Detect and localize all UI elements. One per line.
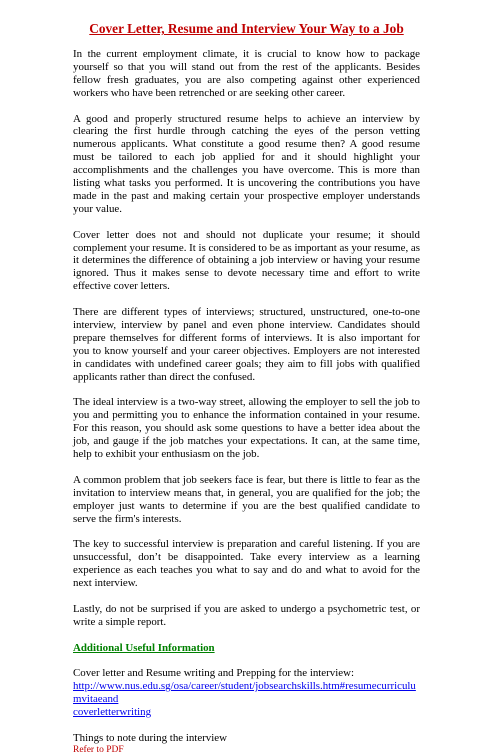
- paragraph-interview-types: There are different types of interviews; structured, unstructured, one-to-one interview, interview by panel and even phone interview. Candidates should prepare themselves for different forms of interviews. It is also important for you to know yourself and your career objectives. Employers are not interested in candidates with undefined career goals; they aim to fill jobs with qualified applicants rather than direct the confused.: [73, 306, 420, 383]
- paragraph-fear: A common problem that job seekers face is fear, but there is little to fear as the invitation to interview means that, in general, you are qualified for the job; the employer just wants to determine if you are the best qualified candidate to serve the firm's interests.: [73, 473, 420, 525]
- refer-to-pdf-note: Refer to PDF: [73, 744, 124, 755]
- document-title: Cover Letter, Resume and Interview Your Way to a Job: [89, 21, 404, 36]
- paragraph-cover-letter: Cover letter does not and should not duplicate your resume; it should complement your resume. It is considered to be as important as your resume, as it determines the difference of obtaining a job interview or having your resume ignored. Thus it makes sense to devote necessary time and effort to write effective cover letters.: [73, 228, 420, 293]
- resource-block: [73, 667, 420, 719]
- paragraph-intro: In the current employment climate, it is crucial to know how to package yourself so that you will stand out from the rest of the applicants. Besides fellow fresh graduates, you are also competing against other experienced workers who have been retrenched or are seeking other career.: [73, 48, 420, 99]
- additional-info-heading: Additional Useful Information: [73, 641, 215, 654]
- paragraph-resume: A good and properly structured resume helps to achieve an interview by clearing the first hurdle through catching the eyes of the person vetting numerous applicants. What constitute a good resume then? A good resume must be tailored to each job applied for and it should highlight your accomplishments and the challenges you have overcome. This is more than listing what tasks you performed. It is uncovering the contributions you have made in the past and making certain your prospective employer understands your value.: [73, 112, 420, 215]
- paragraph-psychometric: Lastly, do not be surprised if you are asked to undergo a psychometric test, or write a simple report.: [73, 602, 420, 628]
- resource-link[interactable]: [73, 680, 420, 719]
- resource-link-line2: coverletterwriting: [73, 706, 152, 719]
- paragraph-preparation: The key to successful interview is preparation and careful listening. If you are unsuccessful, don’t be disappointed. Take every interview as a learning experience as each teaches you what to say and do and what to avoid for the next interview.: [73, 538, 420, 590]
- resource-label: Cover letter and Resume writing and Prepping for the interview:: [73, 667, 354, 680]
- resource-link-line1: http://www.nus.edu.sg/osa/career/student/jobsearchskills.htm#resumecurriculumvitaeand: [73, 680, 416, 706]
- paragraph-ideal-interview: The ideal interview is a two-way street, allowing the employer to sell the job to you and permitting you to enhance the information contained in your resume. For this reason, you should ask some questions to have a better idea about the job, and gauge if the job matches your expectations. It can, at the same time, help to exhibit your enthusiasm on the job.: [73, 396, 420, 461]
- things-to-note-label: Things to note during the interview: [73, 731, 227, 744]
